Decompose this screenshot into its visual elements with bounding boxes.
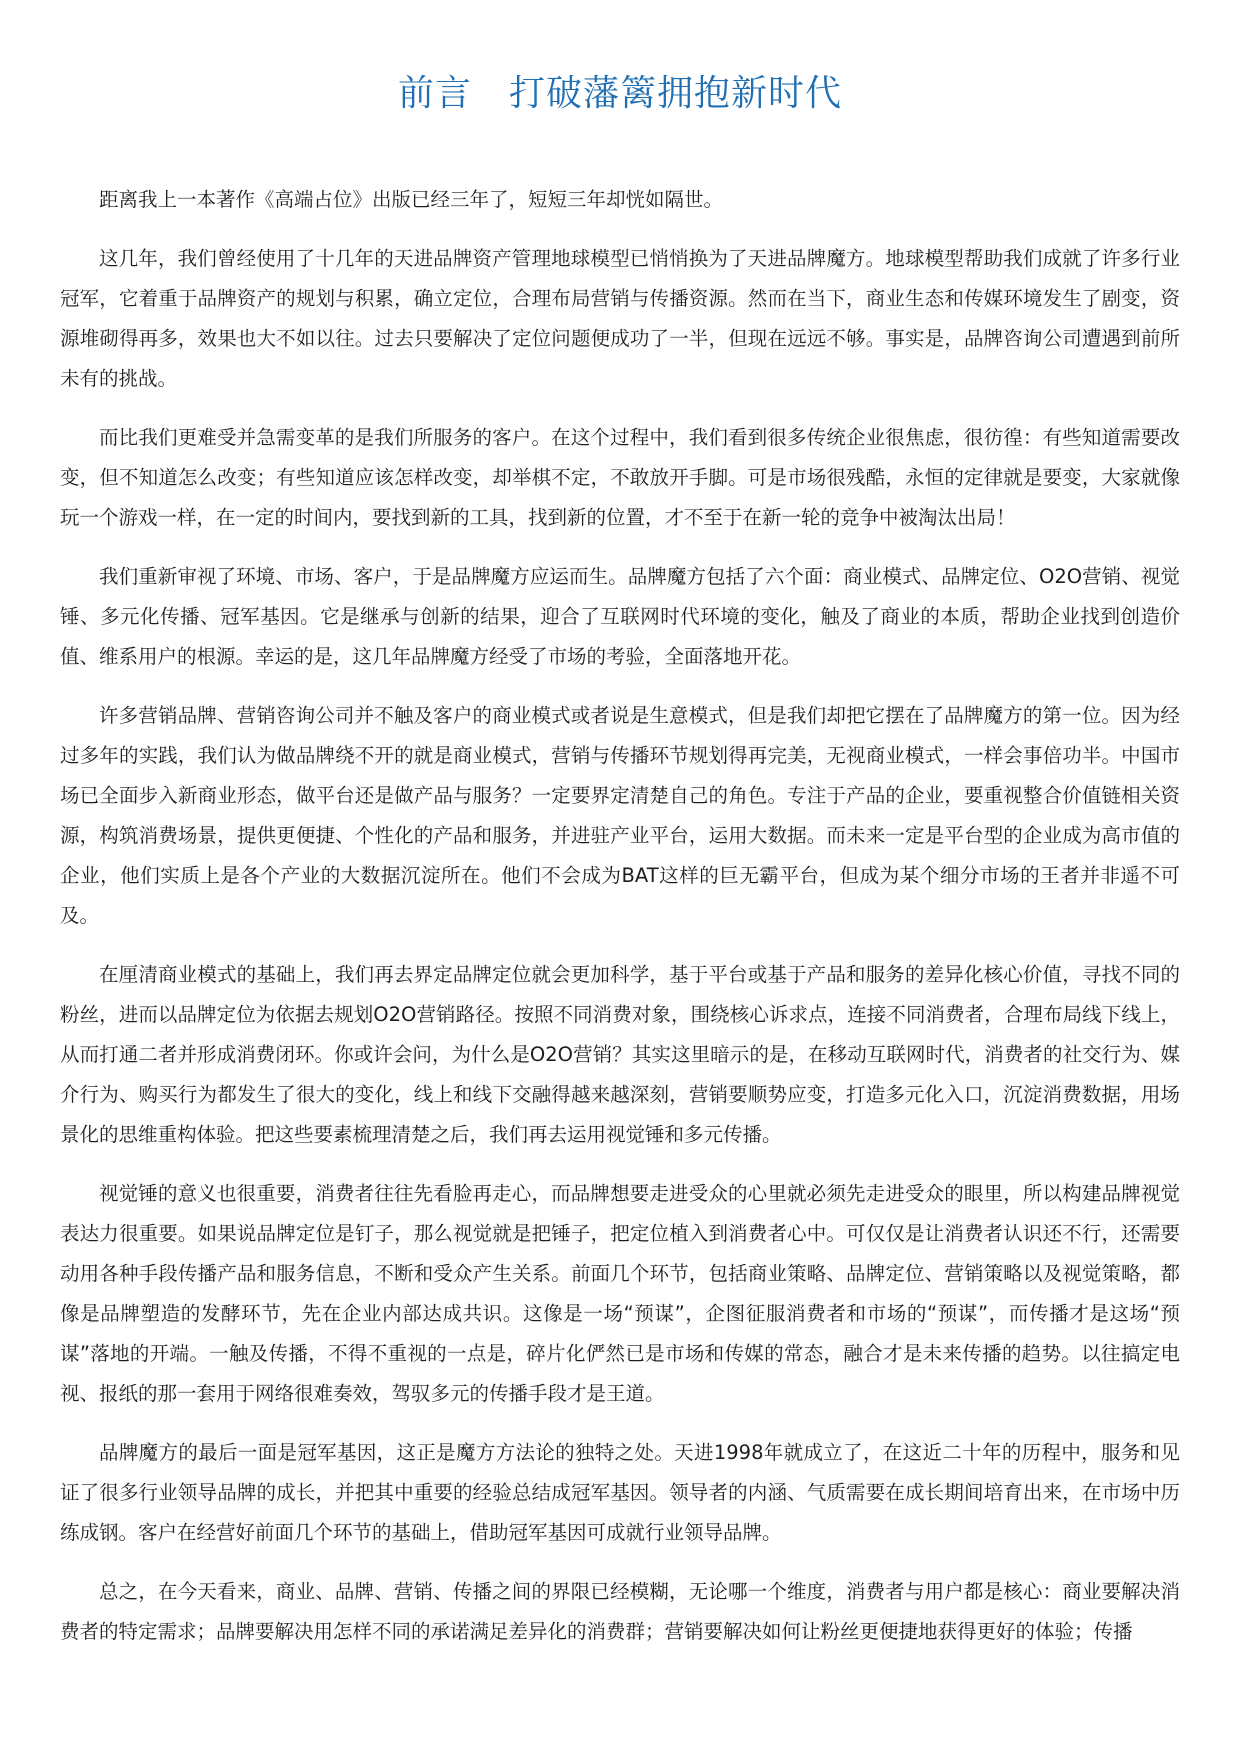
paragraph: 而比我们更难受并急需变革的是我们所服务的客户。在这个过程中，我们看到很多传统企业很焦虑，很彷徨：有些知道需要改变，但不知道怎么改变；有些知道应该怎样改变，却举棋不定，不敢放开手脚。可是市场很残酷，永恒的定律就是要变，大家就像玩一个游戏一样，在一定的时间内，要找到新的工具，找到新的位置，才不至于在新一轮的竞争中被淘汰出局！	[60, 426, 1180, 529]
page-title: 前言 打破藩篱拥抱新时代	[397, 73, 842, 114]
paragraph: 我们重新审视了环境、市场、客户，于是品牌魔方应运而生。品牌魔方包括了六个面：商业模式、品牌定位、O2O营销、视觉锤、多元化传播、冠军基因。它是继承与创新的结果，迎合了互联网时代环境的变化，触及了商业的本质，帮助企业找到创造价值、维系用户的根源。幸运的是，这几年品牌魔方经受了市场的考验，全面落地开花。	[60, 565, 1180, 668]
paragraph: 在厘清商业模式的基础上，我们再去界定品牌定位就会更加科学，基于平台或基于产品和服务的差异化核心价值，寻找不同的粉丝，进而以品牌定位为依据去规划O2O营销路径。按照不同消费对象，围绕核心诉求点，连接不同消费者，合理布局线下线上，从而打通二者并形成消费闭环。你或许会问，为什么是O2O营销？其实这里暗示的是，在移动互联网时代，消费者的社交行为、媒介行为、购买行为都发生了很大的变化，线上和线下交融得越来越深刻，营销要顺势应变，打造多元化入口，沉淀消费数据，用场景化的思维重构体验。把这些要素梳理清楚之后，我们再去运用视觉锤和多元传播。	[60, 963, 1180, 1146]
paragraph: 这几年，我们曾经使用了十几年的天进品牌资产管理地球模型已悄悄换为了天进品牌魔方。地球模型帮助我们成就了许多行业冠军，它着重于品牌资产的规划与积累，确立定位，合理布局营销与传播资源。然而在当下，商业生态和传媒环境发生了剧变，资源堆砌得再多，效果也大不如以往。过去只要解决了定位问题便成功了一半，但现在远远不够。事实是，品牌咨询公司遭遇到前所未有的挑战。	[60, 247, 1180, 390]
paragraph: 距离我上一本著作《高端占位》出版已经三年了，短短三年却恍如隔世。	[99, 188, 724, 211]
paragraph: 品牌魔方的最后一面是冠军基因，这正是魔方方法论的独特之处。天进1998年就成立了，在这近二十年的历程中，服务和见证了很多行业领导品牌的成长，并把其中重要的经验总结成冠军基因。领导者的内涵、气质需要在成长期间培育出来，在市场中历练成钢。客户在经营好前面几个环节的基础上，借助冠军基因可成就行业领导品牌。	[60, 1441, 1180, 1544]
body-text	[60, 180, 1180, 1652]
paragraph: 总之，在今天看来，商业、品牌、营销、传播之间的界限已经模糊，无论哪一个维度，消费者与用户都是核心：商业要解决消费者的特定需求；品牌要解决用怎样不同的承诺满足差异化的消费群；营销要解决如何让粉丝更便捷地获得更好的体验；传播	[60, 1580, 1180, 1643]
paragraph: 许多营销品牌、营销咨询公司并不触及客户的商业模式或者说是生意模式，但是我们却把它摆在了品牌魔方的第一位。因为经过多年的实践，我们认为做品牌绕不开的就是商业模式，营销与传播环节规划得再完美，无视商业模式，一样会事倍功半。中国市场已全面步入新商业形态，做平台还是做产品与服务？一定要界定清楚自己的角色。专注于产品的企业，要重视整合价值链相关资源，构筑消费场景，提供更便捷、个性化的产品和服务，并进驻产业平台，运用大数据。而未来一定是平台型的企业成为高市值的企业，他们实质上是各个产业的大数据沉淀所在。他们不会成为BAT这样的巨无霸平台，但成为某个细分市场的王者并非遥不可及。	[60, 704, 1180, 927]
paragraph: 视觉锤的意义也很重要，消费者往往先看脸再走心，而品牌想要走进受众的心里就必须先走进受众的眼里，所以构建品牌视觉表达力很重要。如果说品牌定位是钉子，那么视觉就是把锤子，把定位植入到消费者心中。可仅仅是让消费者认识还不行，还需要动用各种手段传播产品和服务信息，不断和受众产生关系。前面几个环节，包括商业策略、品牌定位、营销策略以及视觉策略，都像是品牌塑造的发酵环节，先在企业内部达成共识。这像是一场“预谋”，企图征服消费者和市场的“预谋”，而传播才是这场“预谋”落地的开端。一触及传播，不得不重视的一点是，碎片化俨然已是市场和传媒的常态，融合才是未来传播的趋势。以往搞定电视、报纸的那一套用于网络很难奏效，驾驭多元的传播手段才是王道。	[60, 1182, 1180, 1405]
